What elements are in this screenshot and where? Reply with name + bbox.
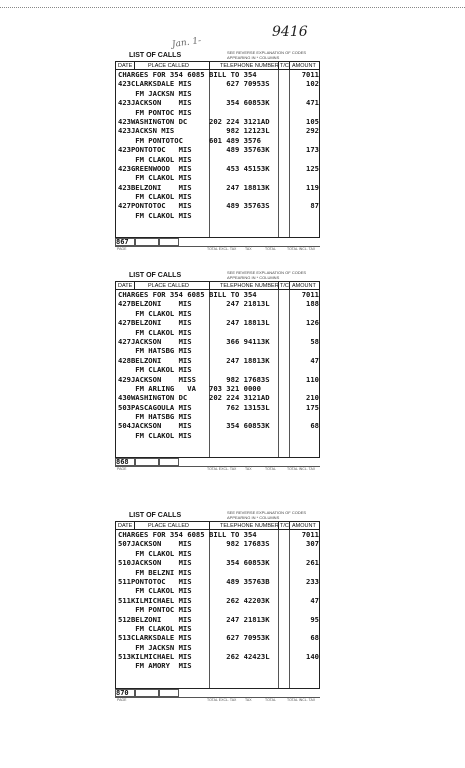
row-telephone-number: 601 489 3576: [209, 135, 261, 145]
row-place-called: 423CLARKSDALE MIS: [118, 79, 192, 89]
footer-box: [159, 689, 179, 697]
row-place-called: 423BELZONI MIS: [118, 182, 192, 192]
row-place-called: FM ARLING VA: [118, 383, 196, 393]
codes-note-line2: APPEARING IN * COLUMNS: [227, 275, 280, 280]
call-row: [116, 173, 321, 182]
row-place-called: CHARGES FOR 354 6085: [118, 70, 205, 79]
row-place-called: FM CLAKOL MIS: [118, 210, 192, 220]
footer-label: TOTAL: [265, 247, 276, 251]
row-telephone-number: 982 12123L: [209, 126, 270, 136]
row-place-called: FM JACKSN MIS: [118, 88, 192, 98]
sheet-title: LIST OF CALLS: [129, 512, 182, 519]
row-telephone-number: 627 70953S: [209, 79, 270, 89]
row-place-called: 423WASHINGTON DC: [118, 116, 188, 126]
row-place-called: FM HATSBG MIS: [118, 412, 192, 422]
call-rows: [116, 530, 321, 671]
footer-label: TAX: [245, 247, 252, 251]
row-telephone-number: BILL TO 354: [209, 290, 257, 299]
call-row: [116, 155, 321, 164]
row-telephone-number: 489 35763S: [209, 201, 270, 211]
row-place-called: 513KILMICHAEL MIS: [118, 652, 192, 662]
row-place-called: FM PONTOTOC: [118, 135, 183, 145]
call-rows: [116, 290, 321, 440]
call-row: [116, 126, 321, 135]
row-amount: 307: [306, 539, 319, 549]
header-divider: [209, 62, 210, 69]
call-row: [116, 328, 321, 337]
call-row: [116, 79, 321, 88]
row-amount: 68: [310, 421, 319, 431]
row-amount: 58: [310, 336, 319, 346]
row-amount: 126: [306, 318, 319, 328]
call-row: [116, 136, 321, 145]
row-place-called: FM CLAKOL MIS: [118, 173, 192, 183]
header-telephone-number: TELEPHONE NUMBER: [220, 283, 279, 289]
row-amount: 7011: [301, 290, 319, 299]
footer-box: [115, 458, 135, 466]
call-row: [116, 309, 321, 318]
footer-box: [135, 238, 159, 246]
top-dotted-edge: [0, 7, 465, 8]
footer-labels: [115, 698, 320, 702]
footer-label: TOTAL INCL. TAX: [287, 467, 316, 471]
call-row: [116, 652, 321, 661]
row-place-called: 423JACKSON MIS: [118, 98, 192, 108]
row-amount: 47: [310, 355, 319, 365]
call-row: [116, 365, 321, 374]
call-row: [116, 605, 321, 614]
header-date: DATE: [118, 63, 133, 69]
column-header-row: [115, 281, 320, 290]
row-amount: 140: [306, 652, 319, 662]
row-telephone-number: 247 18813K: [209, 182, 270, 192]
call-row: [116, 615, 321, 624]
column-header-row: [115, 521, 320, 530]
header-divider: [209, 282, 210, 289]
row-place-called: FM AMORY MIS: [118, 661, 192, 671]
header-divider: [209, 522, 210, 529]
call-row: [116, 108, 321, 117]
footer-label: TOTAL EXCL. TAX: [207, 247, 237, 251]
header-date: DATE: [118, 283, 133, 289]
row-telephone-number: 354 60853K: [209, 98, 270, 108]
call-row: [116, 89, 321, 98]
sheet-title: LIST OF CALLS: [129, 52, 182, 59]
footer-box: [159, 238, 179, 246]
row-place-called: FM CLAKOL MIS: [118, 586, 192, 596]
row-amount: 87: [310, 201, 319, 211]
call-row: [116, 356, 321, 365]
row-place-called: 511PONTOTOC MIS: [118, 576, 192, 586]
header-tc: T/C: [280, 63, 289, 69]
row-amount: 175: [306, 402, 319, 412]
row-amount: 471: [306, 98, 319, 108]
call-row: [116, 558, 321, 567]
header-place-called: PLACE CALLED: [148, 63, 189, 69]
call-row: [116, 421, 321, 430]
row-telephone-number: 247 18813K: [209, 355, 270, 365]
call-row: [116, 586, 321, 595]
header-divider: [289, 62, 290, 69]
margin-scribble: Jan. 1-: [171, 36, 202, 50]
call-row: [116, 412, 321, 421]
row-amount: 47: [310, 595, 319, 605]
row-amount: 292: [306, 126, 319, 136]
call-row: [116, 192, 321, 201]
call-row: [116, 201, 321, 210]
row-telephone-number: 982 17683S: [209, 539, 270, 549]
row-amount: 7011: [301, 70, 319, 79]
row-place-called: 427BELZONI MIS: [118, 318, 192, 328]
row-telephone-number: 982 17683S: [209, 374, 270, 384]
row-place-called: CHARGES FOR 354 6085: [118, 290, 205, 299]
header-amount: AMOUNT: [292, 523, 316, 529]
row-place-called: 430WASHINGTON DC: [118, 393, 188, 403]
call-row: [116, 633, 321, 642]
call-row: [116, 98, 321, 107]
footer-label: TAX: [245, 467, 252, 471]
row-telephone-number: 453 45153K: [209, 163, 270, 173]
footer-labels: [115, 247, 320, 251]
header-place-called: PLACE CALLED: [148, 283, 189, 289]
call-row: [116, 661, 321, 670]
header-divider: [278, 522, 279, 529]
call-row: [116, 431, 321, 440]
row-place-called: 511KILMICHAEL MIS: [118, 595, 192, 605]
row-amount: 68: [310, 633, 319, 643]
call-row: [116, 568, 321, 577]
header-telephone-number: TELEPHONE NUMBER: [220, 63, 279, 69]
footer-label: TOTAL EXCL. TAX: [207, 467, 237, 471]
sheet-number: 868: [116, 458, 129, 466]
header-date: DATE: [118, 523, 133, 529]
call-row: [116, 596, 321, 605]
codes-note: [227, 510, 322, 520]
call-row: [116, 299, 321, 308]
row-place-called: 423GREENWOOD MIS: [118, 163, 192, 173]
call-row: [116, 375, 321, 384]
codes-note-line2: APPEARING IN * COLUMNS: [227, 55, 280, 60]
header-telephone-number: TELEPHONE NUMBER: [220, 523, 279, 529]
sheet-footer: [115, 689, 320, 701]
header-place-called: PLACE CALLED: [148, 523, 189, 529]
row-telephone-number: 366 94113K: [209, 336, 270, 346]
row-place-called: 427BELZONI MIS: [118, 299, 192, 309]
row-amount: 233: [306, 576, 319, 586]
footer-label: TOTAL: [265, 698, 276, 702]
row-place-called: FM CLAKOL MIS: [118, 365, 192, 375]
row-amount: 173: [306, 145, 319, 155]
call-row: [116, 337, 321, 346]
call-row: [116, 145, 321, 154]
row-place-called: FM PONTOC MIS: [118, 605, 192, 615]
row-place-called: 507JACKSON MIS: [118, 539, 192, 549]
row-amount: 7011: [301, 530, 319, 539]
row-place-called: FM CLAKOL MIS: [118, 623, 192, 633]
call-row: [116, 393, 321, 402]
row-telephone-number: 354 60853K: [209, 558, 270, 568]
row-place-called: FM BELZNI MIS: [118, 567, 192, 577]
footer-label: TOTAL INCL. TAX: [287, 247, 316, 251]
sheet-title: LIST OF CALLS: [129, 272, 182, 279]
row-place-called: FM JACKSN MIS: [118, 642, 192, 652]
header-divider: [134, 62, 135, 69]
row-telephone-number: 489 35763B: [209, 576, 270, 586]
header-divider: [278, 282, 279, 289]
row-amount: 119: [306, 182, 319, 192]
row-place-called: FM CLAKOL MIS: [118, 430, 192, 440]
codes-note-line2: APPEARING IN * COLUMNS: [227, 515, 280, 520]
call-row: [116, 70, 321, 79]
row-telephone-number: 489 35763K: [209, 145, 270, 155]
call-list-sheet: [115, 512, 320, 712]
row-place-called: 423PONTOTOC MIS: [118, 145, 192, 155]
footer-label: TAX: [245, 698, 252, 702]
header-divider: [134, 282, 135, 289]
row-telephone-number: 262 42423L: [209, 652, 270, 662]
codes-note-line1: SEE REVERSE EXPLANATION OF CODES: [227, 270, 307, 275]
row-place-called: FM HATSBG MIS: [118, 346, 192, 356]
row-place-called: 429JACKSON MISS: [118, 374, 196, 384]
sheet-footer: [115, 238, 320, 250]
call-list-body: [115, 530, 320, 689]
row-telephone-number: 247 21813K: [209, 614, 270, 624]
call-row: [116, 211, 321, 220]
row-telephone-number: 247 21813L: [209, 299, 270, 309]
column-header-row: [115, 61, 320, 70]
call-list-sheet: [115, 52, 320, 252]
row-place-called: 423JACKSN MIS: [118, 126, 175, 136]
row-telephone-number: 627 70953K: [209, 633, 270, 643]
row-telephone-number: BILL TO 354: [209, 70, 257, 79]
codes-note-line1: SEE REVERSE EXPLANATION OF CODES: [227, 50, 307, 55]
call-row: [116, 539, 321, 548]
row-place-called: CHARGES FOR 354 6085: [118, 530, 205, 539]
footer-label: TOTAL: [265, 467, 276, 471]
call-row: [116, 318, 321, 327]
footer-label: PAGE: [117, 467, 127, 471]
footer-box: [159, 458, 179, 466]
header-amount: AMOUNT: [292, 283, 316, 289]
row-amount: 102: [306, 79, 319, 89]
row-place-called: 510JACKSON MIS: [118, 558, 192, 568]
call-row: [116, 183, 321, 192]
footer-label: PAGE: [117, 247, 127, 251]
row-amount: 125: [306, 163, 319, 173]
row-place-called: 504JACKSON MIS: [118, 421, 192, 431]
row-place-called: 427PONTOTOC MIS: [118, 201, 192, 211]
row-telephone-number: 202 224 3121AD: [209, 116, 270, 126]
row-telephone-number: 247 18813L: [209, 318, 270, 328]
row-amount: 188: [306, 299, 319, 309]
call-row: [116, 643, 321, 652]
call-row: [116, 346, 321, 355]
row-place-called: 503PASCAGOULA MIS: [118, 402, 192, 412]
call-row: [116, 549, 321, 558]
header-amount: AMOUNT: [292, 63, 316, 69]
row-amount: 110: [306, 374, 319, 384]
row-place-called: FM CLAKOL MIS: [118, 308, 192, 318]
footer-box: [135, 689, 159, 697]
row-place-called: 513CLARKSDALE MIS: [118, 633, 192, 643]
footer-box: [115, 238, 135, 246]
header-divider: [278, 62, 279, 69]
row-place-called: 428BELZONI MIS: [118, 355, 192, 365]
call-row: [116, 290, 321, 299]
call-row: [116, 577, 321, 586]
footer-labels: [115, 467, 320, 471]
call-list-body: [115, 70, 320, 238]
footer-box: [135, 458, 159, 466]
row-place-called: FM CLAKOL MIS: [118, 154, 192, 164]
call-row: [116, 384, 321, 393]
row-amount: 210: [306, 393, 319, 403]
footer-label: TOTAL INCL. TAX: [287, 698, 316, 702]
row-telephone-number: 262 42203K: [209, 595, 270, 605]
call-row: [116, 164, 321, 173]
call-row: [116, 530, 321, 539]
row-telephone-number: 762 13153L: [209, 402, 270, 412]
call-row: [116, 624, 321, 633]
header-tc: T/C: [280, 523, 289, 529]
call-list-sheet: [115, 272, 320, 472]
sheet-number: 870: [116, 689, 129, 697]
sheet-number: 867: [116, 238, 129, 246]
row-place-called: 512BELZONI MIS: [118, 614, 192, 624]
sheet-footer: [115, 458, 320, 470]
row-place-called: FM CLAKOL MIS: [118, 548, 192, 558]
codes-note-line1: SEE REVERSE EXPLANATION OF CODES: [227, 510, 307, 515]
row-telephone-number: 703 321 0000: [209, 383, 261, 393]
call-rows: [116, 70, 321, 220]
codes-note: [227, 50, 322, 60]
row-telephone-number: BILL TO 354: [209, 530, 257, 539]
row-place-called: 427JACKSON MIS: [118, 336, 192, 346]
row-place-called: FM CLAKOL MIS: [118, 192, 192, 202]
footer-label: PAGE: [117, 698, 127, 702]
row-amount: 261: [306, 558, 319, 568]
row-amount: 95: [310, 614, 319, 624]
call-row: [116, 403, 321, 412]
footer-box: [115, 689, 135, 697]
footer-label: TOTAL EXCL. TAX: [207, 698, 237, 702]
header-divider: [289, 522, 290, 529]
header-divider: [289, 282, 290, 289]
codes-note: [227, 270, 322, 280]
row-telephone-number: 354 60853K: [209, 421, 270, 431]
header-tc: T/C: [280, 283, 289, 289]
row-amount: 105: [306, 116, 319, 126]
header-divider: [134, 522, 135, 529]
row-place-called: FM CLAKOL MIS: [118, 327, 192, 337]
call-row: [116, 117, 321, 126]
row-telephone-number: 202 224 3121AD: [209, 393, 270, 403]
handwritten-page-number: 9416: [272, 24, 308, 40]
row-place-called: FM PONTOC MIS: [118, 107, 192, 117]
call-list-body: [115, 290, 320, 458]
